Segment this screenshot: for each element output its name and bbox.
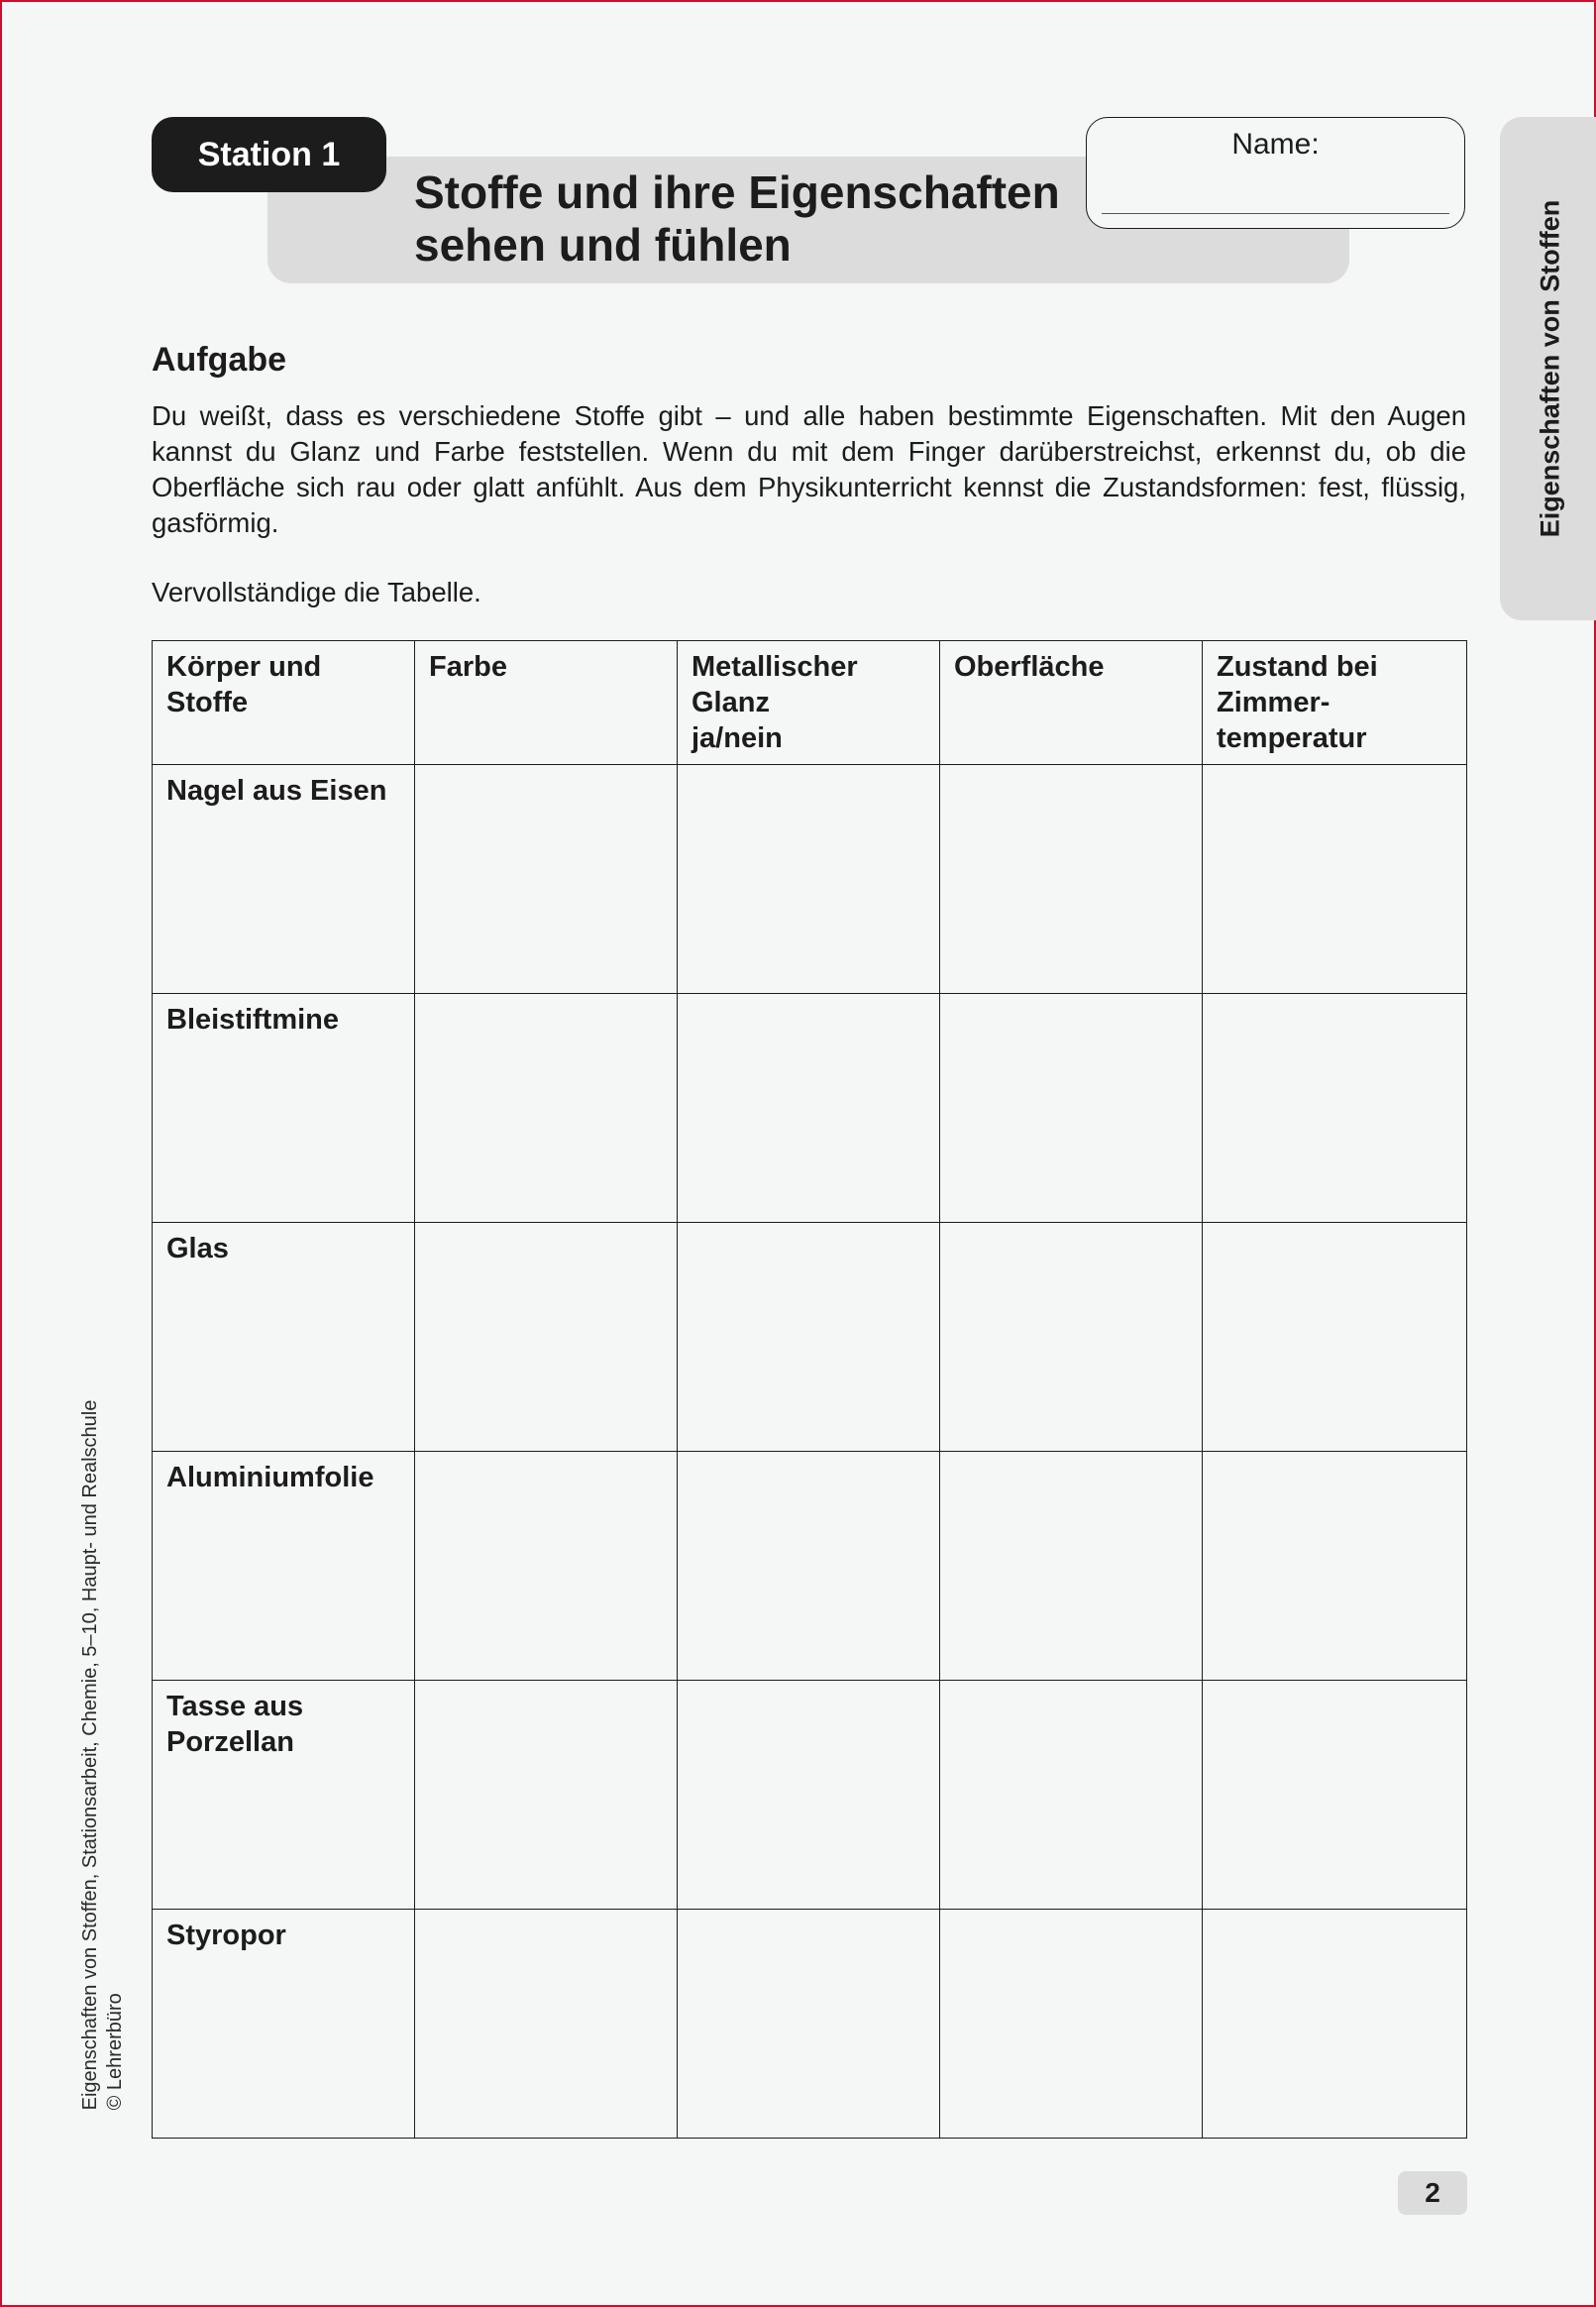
- row-label-line: Aluminiumfolie: [166, 1462, 374, 1493]
- row-label-line: Styropor: [166, 1920, 286, 1951]
- table-row: [153, 1910, 1467, 2139]
- footer-credit: [78, 1400, 128, 2111]
- column-header: [153, 641, 415, 765]
- column-header-line: Oberfläche: [954, 651, 1105, 683]
- column-header-line: Zustand bei: [1217, 651, 1378, 683]
- side-tab-label: Eigenschaften von Stoffen: [1535, 199, 1565, 538]
- properties-table: [152, 640, 1467, 2139]
- name-write-line: [1102, 213, 1449, 214]
- answer-cell[interactable]: [415, 1452, 678, 1681]
- name-label: Name:: [1231, 128, 1320, 161]
- row-label-line: Glas: [166, 1233, 229, 1264]
- page-title: [414, 166, 1088, 272]
- answer-cell[interactable]: [1203, 994, 1467, 1223]
- answer-cell[interactable]: [415, 1681, 678, 1910]
- answer-cell[interactable]: [415, 765, 678, 994]
- answer-cell[interactable]: [678, 765, 940, 994]
- answer-cell[interactable]: [415, 994, 678, 1223]
- column-header: [678, 641, 940, 765]
- answer-cell[interactable]: [678, 1223, 940, 1452]
- answer-cell[interactable]: [415, 1910, 678, 2139]
- row-label: [153, 765, 415, 994]
- task-paragraph: Du weißt, dass es verschiedene Stoffe gibt – und alle haben bestimmte Eigenschaften. Mit den Augen kannst du Glanz und Farbe feststellen. Wenn du mit dem Finger darüberstreichst, erkennst du, ob die Oberfläche sich rau oder glatt anfühlt. Aus dem Physikunterricht kennst die Zustandsformen: fest, flüssig, gasförmig.: [152, 400, 1466, 538]
- answer-cell[interactable]: [940, 1452, 1203, 1681]
- answer-cell[interactable]: [940, 1681, 1203, 1910]
- row-label: [153, 994, 415, 1223]
- row-label-line: Porzellan: [166, 1726, 294, 1758]
- answer-cell[interactable]: [678, 1910, 940, 2139]
- column-header-line: temperatur: [1217, 722, 1367, 754]
- footer-line-2: © Lehrerbüro: [104, 1993, 126, 2111]
- column-header: [1203, 641, 1467, 765]
- answer-cell[interactable]: [1203, 765, 1467, 994]
- table-row: [153, 994, 1467, 1223]
- column-header-line: Glanz: [692, 687, 770, 718]
- table-row: [153, 1681, 1467, 1910]
- row-label-line: Bleistiftmine: [166, 1004, 340, 1036]
- column-header-line: Stoffe: [166, 687, 249, 718]
- row-label-line: Nagel aus Eisen: [166, 775, 387, 807]
- table-row: [153, 1223, 1467, 1452]
- answer-cell[interactable]: [940, 765, 1203, 994]
- title-line-2: sehen und fühlen: [414, 219, 792, 271]
- column-header: [940, 641, 1203, 765]
- answer-cell[interactable]: [940, 994, 1203, 1223]
- answer-cell[interactable]: [678, 1681, 940, 1910]
- answer-cell[interactable]: [678, 994, 940, 1223]
- column-header-line: Farbe: [429, 651, 507, 683]
- answer-cell[interactable]: [1203, 1223, 1467, 1452]
- answer-cell[interactable]: [940, 1223, 1203, 1452]
- column-header-line: Metallischer: [692, 651, 858, 683]
- task-instruction: Vervollständige die Tabelle.: [152, 577, 481, 607]
- footer-line-1: Eigenschaften von Stoffen, Stationsarbeit, Chemie, 5–10, Haupt- und Realschule: [79, 1399, 101, 2111]
- table-header-row: [153, 641, 1467, 765]
- page-number: [1398, 2171, 1467, 2215]
- column-header-line: Zimmer-: [1217, 687, 1330, 718]
- row-label: [153, 1681, 415, 1910]
- row-label: [153, 1223, 415, 1452]
- answer-cell[interactable]: [940, 1910, 1203, 2139]
- answer-cell[interactable]: [1203, 1681, 1467, 1910]
- title-line-1: Stoffe und ihre Eigenschaften: [414, 166, 1060, 218]
- row-label: [153, 1910, 415, 2139]
- column-header: [415, 641, 678, 765]
- table-row: [153, 1452, 1467, 1681]
- row-label-line: Tasse aus: [166, 1691, 304, 1722]
- row-label: [153, 1452, 415, 1681]
- answer-cell[interactable]: [1203, 1452, 1467, 1681]
- table-row: [153, 765, 1467, 994]
- column-header-line: ja/nein: [692, 722, 783, 754]
- station-label: Station 1: [197, 135, 341, 173]
- name-field[interactable]: [1086, 117, 1465, 229]
- column-header-line: Körper und: [166, 651, 322, 683]
- station-badge: [152, 117, 386, 192]
- task-heading: Aufgabe: [152, 341, 286, 379]
- answer-cell[interactable]: [678, 1452, 940, 1681]
- answer-cell[interactable]: [1203, 1910, 1467, 2139]
- page-number-label: 2: [1425, 2177, 1440, 2208]
- answer-cell[interactable]: [415, 1223, 678, 1452]
